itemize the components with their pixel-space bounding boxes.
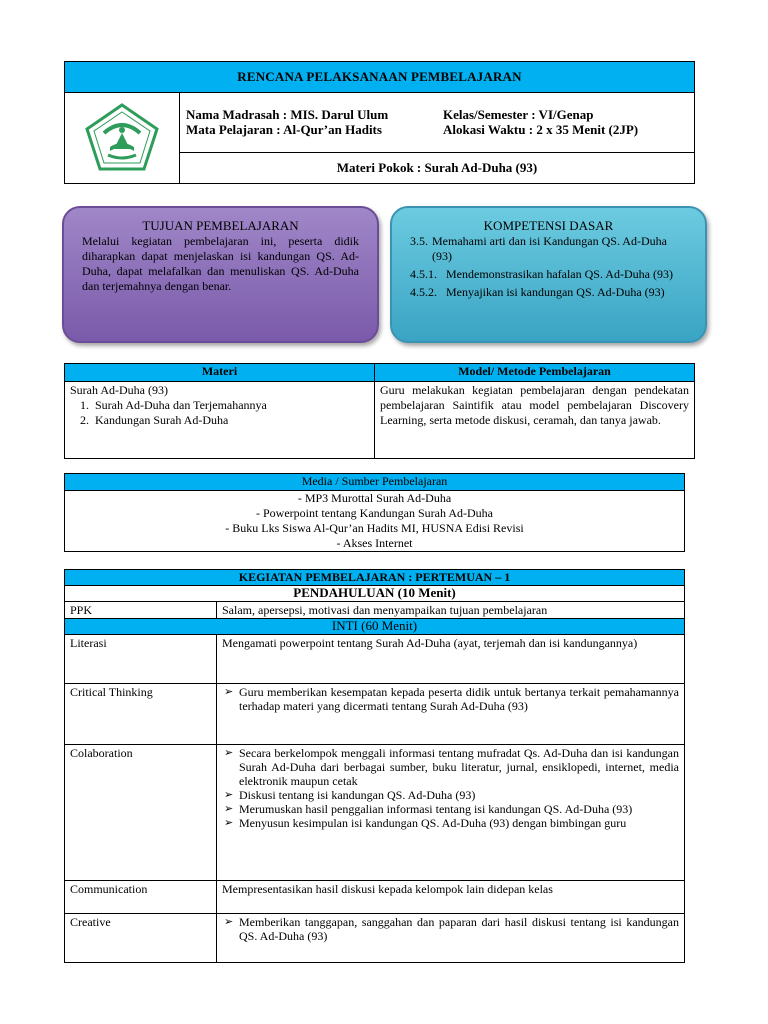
table-row: [65, 914, 685, 963]
list-item: ➢ Menyusun kesimpulan isi kandungan QS. Ad-Duha (93) dengan bimbingan guru: [222, 816, 679, 830]
intro-heading: PENDAHULUAN (10 Menit): [65, 586, 685, 602]
material-title: Surah Ad-Duha (93): [70, 383, 168, 397]
ppk-label: PPK: [65, 602, 217, 619]
critical-thinking-label: Critical Thinking: [65, 684, 217, 745]
collaboration-label: Colaboration: [65, 745, 217, 881]
core-heading: INTI (60 Menit): [65, 619, 685, 635]
class-semester: Kelas/Semester : VI/Genap: [443, 107, 594, 122]
time-allocation: Alokasi Waktu : 2 x 35 Menit (2JP): [443, 122, 639, 137]
collaboration-cell: [217, 745, 685, 881]
table-row: [65, 602, 685, 619]
media-box: [64, 473, 685, 552]
activities-table: [64, 569, 685, 963]
basic-competency-box: [390, 206, 707, 343]
learning-objective-box: [62, 206, 379, 343]
media-item: - Powerpoint tentang Kandungan Surah Ad-Duha: [256, 506, 493, 520]
media-title: Media / Sumber Pembelajaran: [65, 474, 684, 491]
competency-item: 4.5.2. Menyajikan isi kandungan QS. Ad-Duha (93): [410, 285, 665, 299]
critical-thinking-cell: [217, 684, 685, 745]
literacy-label: Literasi: [65, 635, 217, 684]
media-item: - Akses Internet: [336, 536, 413, 550]
madrasah-emblem-icon: [84, 103, 160, 173]
media-item: - Buku Lks Siswa Al-Qur’an Hadits MI, HUSNA Edisi Revisi: [225, 521, 524, 535]
method-cell: Guru melakukan kegiatan pembelajaran dengan pendekatan pembelajaran Saintifik atau model pembelajaran Discovery Learning, serta metode diskusi, ceramah, dan tanya jawab.: [375, 382, 695, 459]
list-item: ➢ Secara berkelompok menggali informasi tentang mufradat Qs. Ad-Duha dan isi kandungan Surah Ad-Duha dari berbagai sumber, buku literatur, jurnal, ensiklopedi, internet, media elektronik maupun cetak: [222, 746, 679, 788]
table-row: [65, 745, 685, 881]
learning-objective-title: TUJUAN PEMBELAJARAN: [142, 218, 299, 233]
communication-label: Communication: [65, 881, 217, 914]
list-item: ➢ Merumuskan hasil penggalian informasi tentang isi kandungan QS. Ad-Duha (93): [222, 802, 679, 816]
method-column-header: Model/ Metode Pembelajaran: [375, 364, 695, 382]
main-topic: Materi Pokok : Surah Ad-Duha (93): [179, 152, 695, 184]
learning-objective-text: Melalui kegiatan pembelajaran ini, peserta didik diharapkan dapat menjelaskan isi kandungan QS. Ad-Duha, dapat melafalkan dan menuliskan QS. Ad-Duha dan terjemahnya dengan benar.: [82, 234, 359, 293]
list-item: ➢ Diskusi tentang isi kandungan QS. Ad-Duha (93): [222, 788, 679, 802]
rpp-title: RENCANA PELAKSANAAN PEMBELAJARAN: [64, 61, 695, 93]
table-row: [65, 635, 685, 684]
activities-title: KEGIATAN PEMBELAJARAN : PERTEMUAN – 1: [65, 570, 685, 586]
creative-label: Creative: [65, 914, 217, 963]
material-column-header: Materi: [65, 364, 375, 382]
material-cell: [65, 382, 375, 459]
ppk-text: Salam, apersepsi, motivasi dan menyampaikan tujuan pembelajaran: [217, 602, 685, 619]
school-logo: [64, 92, 180, 184]
competency-item: 3.5. Memahami arti dan isi Kandungan QS. Ad-Duha (93): [410, 234, 667, 263]
media-item: - MP3 Murottal Surah Ad-Duha: [297, 491, 452, 505]
madrasah-name: Nama Madrasah : MIS. Darul Ulum: [186, 107, 389, 122]
list-item: 1. Surah Ad-Duha dan Terjemahannya: [80, 398, 267, 412]
list-item: ➢ Guru memberikan kesempatan kepada peserta didik untuk bertanya terkait pemahamannya terhadap materi yang dicermati tentang Surah Ad-Duha (93): [222, 685, 679, 713]
list-item: 2. Kandungan Surah Ad-Duha: [80, 413, 229, 427]
identity-block: [179, 92, 695, 153]
communication-text: Mempresentasikan hasil diskusi kepada kelompok lain didepan kelas: [217, 881, 685, 914]
table-row: [65, 684, 685, 745]
competency-item: 4.5.1. Mendemonstrasikan hafalan QS. Ad-Duha (93): [410, 267, 673, 281]
creative-cell: [217, 914, 685, 963]
list-item: ➢ Memberikan tanggapan, sanggahan dan paparan dari hasil diskusi tentang isi kandungan QS. Ad-Duha (93): [222, 915, 679, 943]
table-row: [65, 881, 685, 914]
basic-competency-title: KOMPETENSI DASAR: [483, 218, 614, 233]
literacy-text: Mengamati powerpoint tentang Surah Ad-Duha (ayat, terjemah dan isi kandungannya): [217, 635, 685, 684]
material-method-table: [64, 363, 695, 459]
subject-name: Mata Pelajaran : Al-Qur’an Hadits: [186, 122, 382, 137]
